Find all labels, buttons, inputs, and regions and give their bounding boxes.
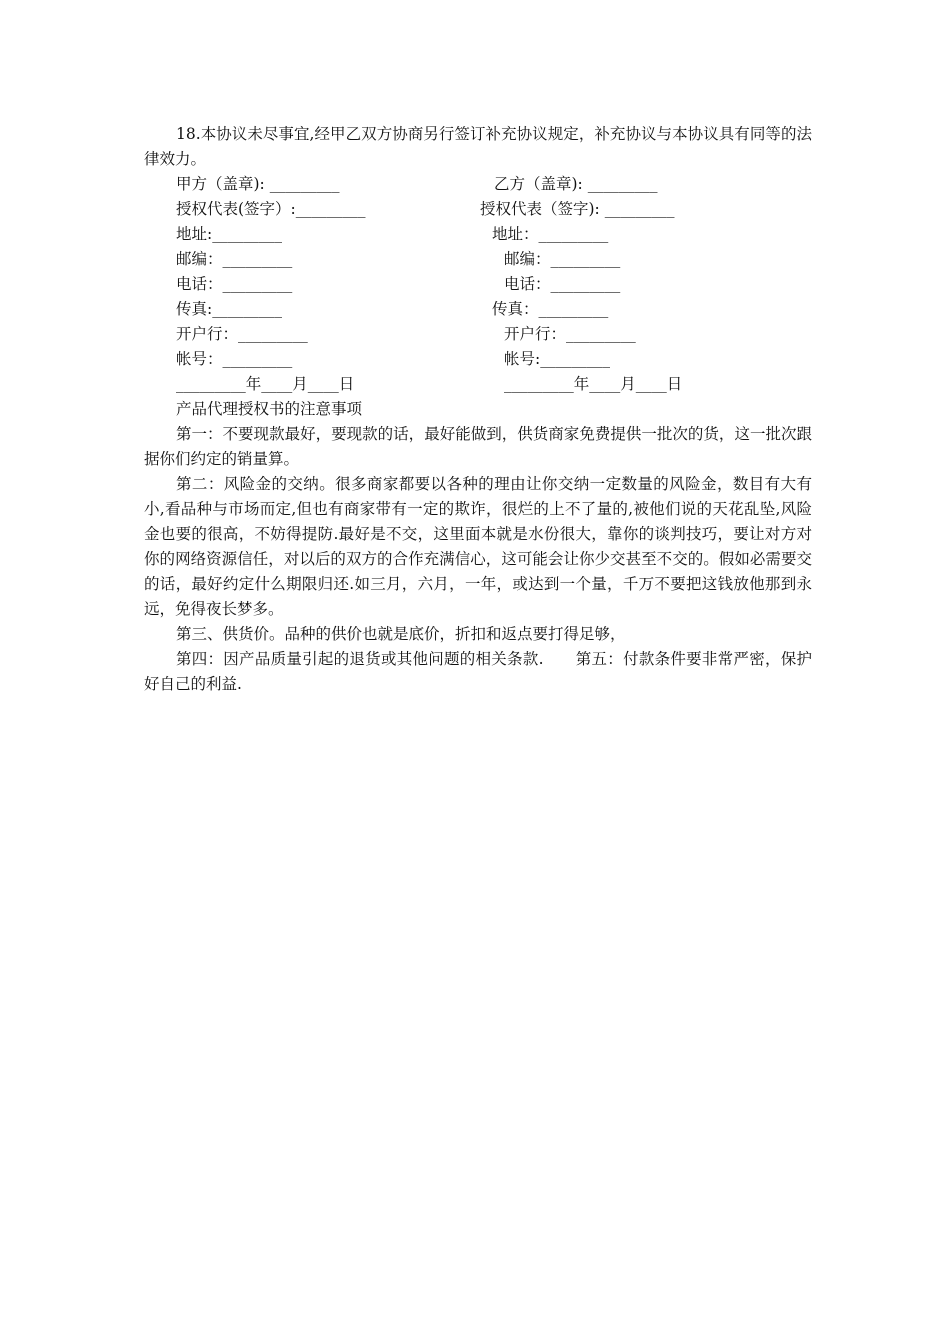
signature-row-address [144, 222, 812, 247]
signature-block [144, 172, 812, 397]
party-b-date: _________年____月____日 [504, 375, 683, 393]
signature-row-rep [144, 197, 812, 222]
note-4: 第四：因产品质量引起的退货或其他问题的相关条款. [176, 650, 544, 668]
signature-row-seal [144, 172, 812, 197]
signature-row-account [144, 347, 812, 372]
party-a-seal: 甲方（盖章): _________ [176, 175, 340, 193]
clause-18: 18.本协议未尽事宜,经甲乙双方协商另行签订补充协议规定，补充协议与本协议具有同等的法律效力。 [144, 125, 812, 168]
party-b-rep: 授权代表（签字): _________ [480, 200, 675, 218]
notes-title: 产品代理授权书的注意事项 [176, 400, 363, 418]
party-b-seal: 乙方（盖章): _________ [494, 175, 658, 193]
party-a-fax: 传真:_________ [176, 300, 282, 318]
party-a-postcode: 邮编：_________ [176, 250, 293, 268]
party-b-fax: 传真：_________ [492, 300, 609, 318]
signature-row-date [144, 372, 812, 397]
party-a-account: 帐号：_________ [176, 350, 293, 368]
party-b-bank: 开户行：_________ [504, 325, 636, 343]
signature-row-phone [144, 272, 812, 297]
party-a-address: 地址:_________ [176, 225, 282, 243]
party-b-phone: 电话：_________ [504, 275, 621, 293]
party-b-account: 帐号:_________ [504, 350, 610, 368]
note-1: 第一：不要现款最好，要现款的话，最好能做到，供货商家免费提供一批次的货，这一批次跟据你们约定的销量算。 [144, 425, 812, 468]
party-b-address: 地址：_________ [492, 225, 609, 243]
party-a-rep: 授权代表(签字）:_________ [176, 200, 366, 218]
note-4-5 [144, 647, 812, 697]
party-a-phone: 电话：_________ [176, 275, 293, 293]
party-a-bank: 开户行：_________ [176, 325, 308, 343]
note-5: 第五：付款条件要非常严密，保护好自己的利益. [144, 650, 812, 693]
signature-row-fax [144, 297, 812, 322]
document-page [144, 122, 812, 697]
party-a-date: _________年____月____日 [176, 375, 355, 393]
signature-row-bank [144, 322, 812, 347]
signature-row-postcode [144, 247, 812, 272]
note-2: 第二：风险金的交纳。很多商家都要以各种的理由让你交纳一定数量的风险金，数目有大有小,看品种与市场而定,但也有商家带有一定的欺诈，很烂的上不了量的,被他们说的天花乱坠,风险金也要的很高，不妨得提防.最好是不交，这里面本就是水份很大，靠你的谈判技巧，要让对方对你的网络资源信任，对以后的双方的合作充满信心，这可能会让你少交甚至不交的。假如必需要交的话，最好约定什么期限归还.如三月，六月，一年，或达到一个量，千万不要把这钱放他那到永远，免得夜长梦多。 [144, 475, 812, 618]
party-b-postcode: 邮编：_________ [504, 250, 621, 268]
note-3: 第三、供货价。品种的供价也就是底价，折扣和返点要打得足够， [176, 625, 626, 643]
